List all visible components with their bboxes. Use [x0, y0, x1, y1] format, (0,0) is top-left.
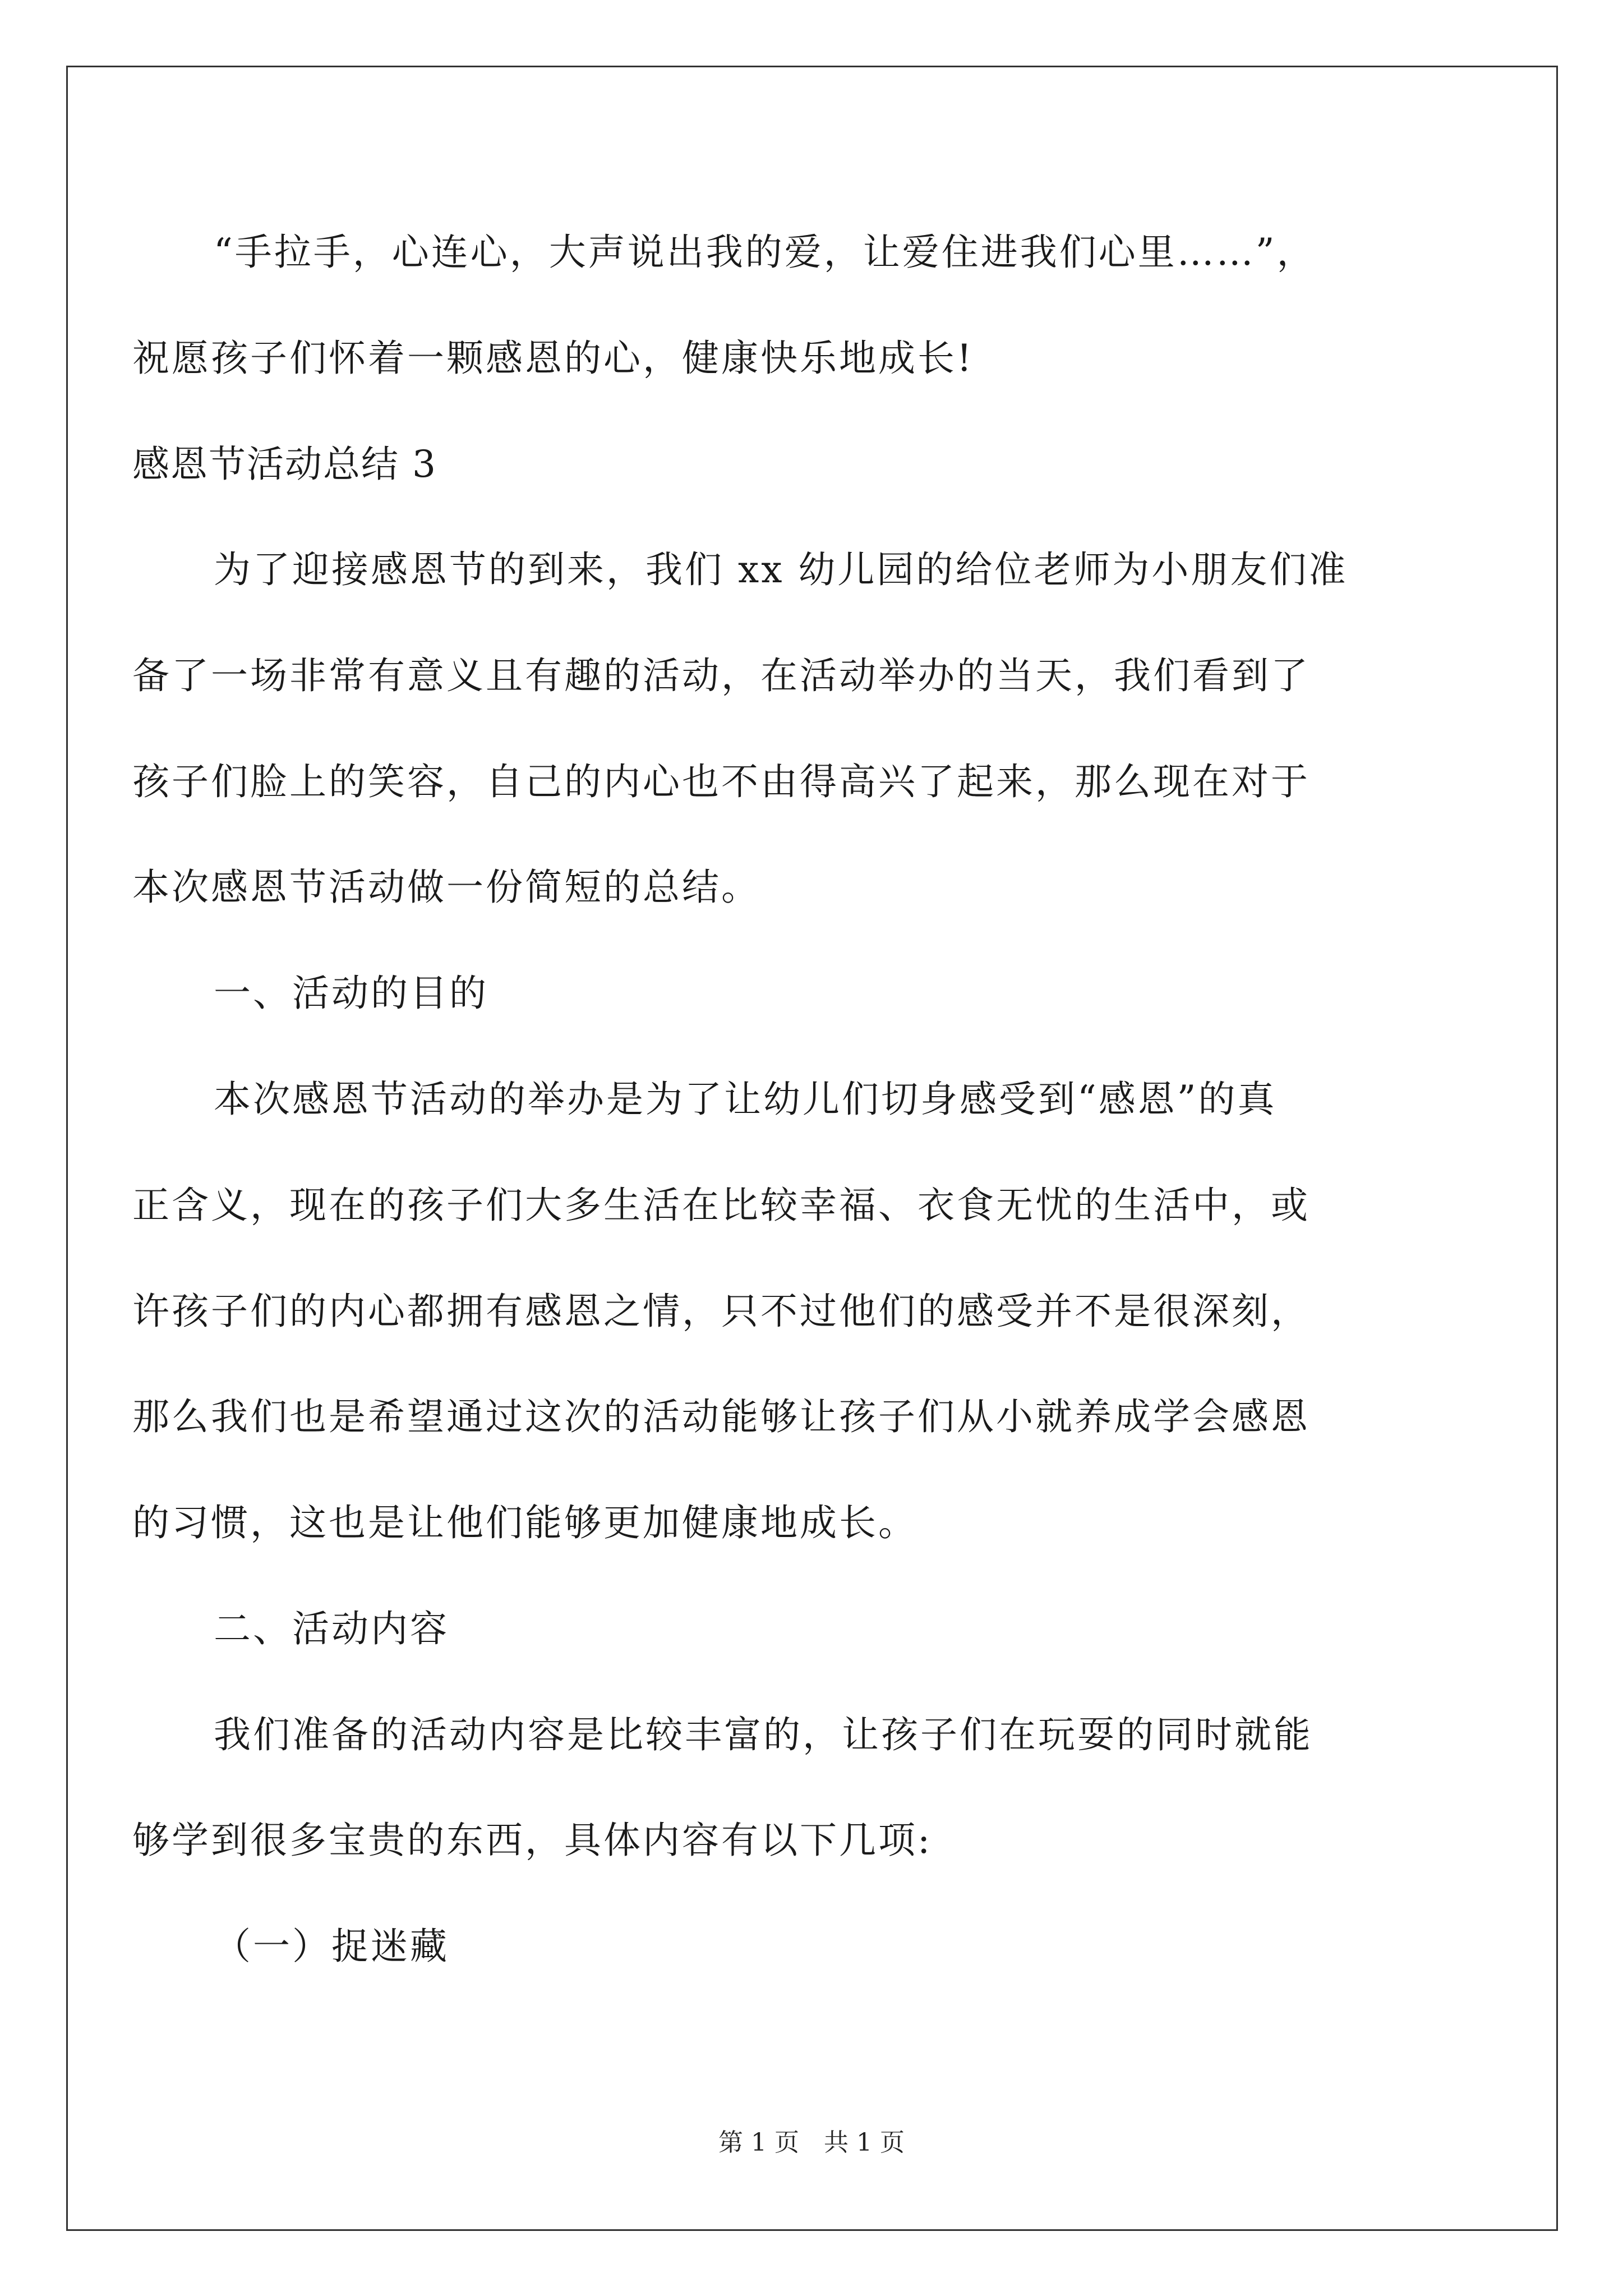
text-line: 孩子们脸上的笑容，自己的内心也不由得高兴了起来，那么现在对于	[132, 760, 1310, 803]
text-line: “手拉手，心连心，大声说出我的爱，让爱住进我们心里……”，	[214, 231, 1316, 274]
text-line: 备了一场非常有意义且有趣的活动，在活动举办的当天，我们看到了	[132, 654, 1310, 697]
text-line: 正含义，现在的孩子们大多生活在比较幸福、衣食无忧的生活中，或	[132, 1184, 1310, 1227]
text-line: 那么我们也是希望通过这次的活动能够让孩子们从小就养成学会感恩	[132, 1395, 1310, 1438]
text-line: 我们准备的活动内容是比较丰富的，让孩子们在玩耍的同时就能	[214, 1713, 1313, 1756]
text-line: 为了迎接感恩节的到来，我们 xx 幼儿园的给位老师为小朋友们准	[214, 548, 1348, 591]
text-line: 够学到很多宝贵的东西，具体内容有以下几项:	[132, 1819, 933, 1862]
page-border	[66, 66, 1558, 2231]
text-line: 本次感恩节活动做一份简短的总结。	[132, 866, 760, 909]
subsection-heading: （一）捉迷藏	[214, 1925, 449, 1968]
text-line: 的习惯，这也是让他们能够更加健康地成长。	[132, 1501, 917, 1544]
text-line: 祝愿孩子们怀着一颗感恩的心，健康快乐地成长!	[132, 337, 974, 380]
text-line: 本次感恩节活动的举办是为了让幼儿们切身感受到“感恩”的真	[214, 1078, 1277, 1121]
section-title: 感恩节活动总结 3	[132, 443, 437, 486]
section-heading: 一、活动的目的	[214, 972, 488, 1015]
text-line: 许孩子们的内心都拥有感恩之情，只不过他们的感受并不是很深刻，	[132, 1290, 1310, 1333]
page-number-footer: 第 1 页 共 1 页	[718, 2128, 905, 2157]
section-heading: 二、活动内容	[214, 1607, 449, 1650]
